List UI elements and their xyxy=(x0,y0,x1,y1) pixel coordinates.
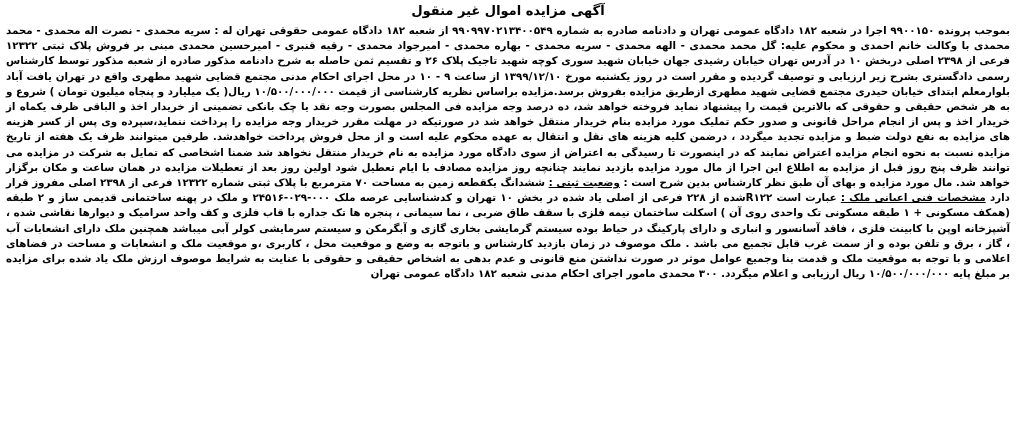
technical-specs-text: عبارت است R۱۲۲شده از ۲۲۸ فرعی از اصلی یاد شده در بخش ۱۰ تهران و کدشناسایی عرصه ملک ۰۰۰-۰۲۹-۲۴۵۱۶ و ملک در پهنه ساختمانی قدیمی ساز و ۲ طبقه (همکف مسکونی + ۱ طبقه مسکونی تک واحدی روی آن ) اسکلت ساختمان نیمه فلزی با سقف طاق ضربی ، نما سیمانی ، پنجره ها تک جداره با قاب فلزی و کف واحد سرامیک و دیوارها نقاشی شده ، آشپزخانه اوپن با کابینت فلزی ، فاقد آسانسور و انباری و دارای پارکینگ در حیاط بوده سیستم گرمایشی بخاری گازی و آبگرمکن و سیستم سرمایشی کولر آبی میباشد همچنین ملک دارای انشعابات آب ، گاز ، برق و تلفن بوده و از سمت غرب قابل تجمیع می باشد . ملک موصوف در زمان بازدید کارشناس و باتوجه به وضع و موقعیت محل ، کاربری ،و موقعیت ملک و انشعابات و مساحت در فضاهای اعلامی و با توجه به موقعیت ملک و قدمت بنا وجمیع عوامل موثر در صورت نداشتن منع قانونی و عدم بدهی به اشخاص حقیقی و حقوقی با عنایت به شرایط موصوف ارزش ملک یاد شده برای مزایده بر مبلغ پایه ۱۰/۵۰۰/۰۰۰/۰۰۰ ریال ارزیابی و اعلام میگردد. ۳۰۰ محمدی مامور اجرای احکام مدنی شعبه ۱۸۲ دادگاه عمومی تهران xyxy=(6,192,1010,281)
notice-body xyxy=(6,24,1010,282)
registration-status-label: وضعیت ثبتی : xyxy=(548,177,620,190)
registration-status-text: ششدانگ یکقطعه زمین به مساحت ۷۰ مترمربع با پلاک ثبتی شماره ۱۲۳۲۲ فرعی از ۲۳۹۸ اصلی مفروز قرار دارد xyxy=(6,177,1010,205)
technical-specs-label: مشخصات فنی اعیانی ملک : xyxy=(840,192,986,205)
notice-title: آگهی مزایده اموال غیر منقول xyxy=(411,4,605,19)
notice-intro: بموجب پرونده ۹۹۰۰۱۵۰ اجرا در شعبه ۱۸۲ دادگاه عمومی تهران و دادنامه صادره به شماره ۹۹۰۹۹۷۰۲۱۳۴۰۰۵۴۹ از شعبه ۱۸۲ دادگاه عمومی حقوقی تهران له : سریه محمدی - نصرت اله محمدی - محمد محمدی با وکالت خانم احمدی و محکوم علیه: گل محمد محمدی - الهه محمدی - سریه محمدی - بهاره محمدی - امیرجواد محمدی - رقیه قنبری - امیرحسین محمدی مبنی بر فروش پلاک ثبتی ۱۲۳۲۲ فرعی از ۲۳۹۸ اصلی دربخش ۱۰ در آدرس تهران خیابان رشیدی جهان خیابان شهید سوری کوچه شهید تاجیک پلاک ۲۶ و تقسیم ثمن حاصله به شرح دادنامه مذکور صادره از شعبه مذکور توسط کارشناس رسمی دادگستری بشرح زیر ارزیابی و توصیف گردیده و مقرر است در روز یکشنبه مورخ ۱۳۹۹/۱۲/۱۰ از ساعت ۹ - ۱۰ در محل اجرای احکام مدنی مجتمع قضایی شهید مطهری واقع در تهران یافت آباد بلوارمعلم ابتدای خیابان حیدری مجتمع قضایی شهید مطهری ازطریق مزایده بفروش برسد.مزایده براساس نظریه کارشناسی از قیمت ۱۰/۵۰۰/۰۰۰/۰۰۰ ریال( یک میلیارد و پنجاه میلیون تومان ) شروع و به هر شخص حقیقی و حقوقی که بالاترین قیمت را پیشنهاد نماید فروخته خواهد شد، ده درصد وجه مزایده فی المجلس بصورت وجه نقد یا چک بانکی تضمینی از خریدار اخذ و الباقی ظرف یکماه از خریدار اخذ و پس از انجام مراحل قانونی و صدور حکم تملیک مورد مزایده بنام خریدار منتقل خواهد شد در صورتیکه در مهلت مقرر خریدار وجه مزایده را پرداخت ننماید،سپرده وی پس از کسر هزینه های مزایده به نفع دولت ضبط و مزایده تجدید میگردد ، درضمن کلیه هزینه های نقل و انتقال به عهده محکوم علیه است و از محل فروش پرداخت خواهدشد. طرفین میتوانند ظرف یک هفته از تاریخ مزایده نسبت به نحوه انجام مزایده اعتراض نمایند که در اینصورت تا رسیدگی به اعتراض از سوی دادگاه مورد مزایده به نام خریدار منتقل نخواهد شد ضمنا اشخاصی که تمایل به شرکت در مزایده می توانند ظرف پنج روز قبل از مزایده به اطلاع این اجرا از مال مورد مزایده بازدید نمایند چنانچه روز مزایده مصادف با ایام تعطیل شود اولین روز بعد از تعطیلات مزایده در همان ساعت و مکان برگزار خواهد شد. مال مورد مزایده و بهای آن طبق نظر کارشناس بدین شرح است : xyxy=(6,25,1011,190)
